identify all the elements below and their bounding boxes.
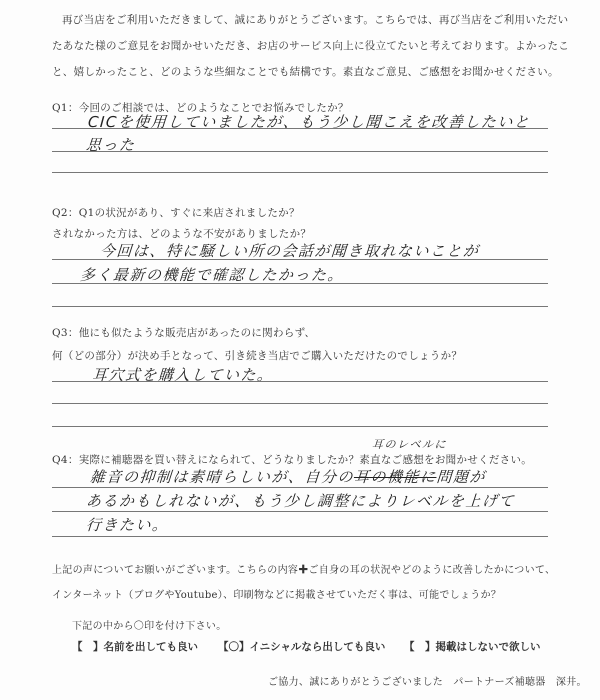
option-name[interactable] [72, 639, 198, 654]
answer-line [52, 151, 548, 152]
q4-answer-insertion: 耳のレベルに [371, 438, 448, 451]
request-line-2: インターネット（ブログやYoutube）、印刷物などに掲載させていただく事は、可能でしょうか？ [52, 590, 502, 601]
choice-instruction: 下記の中から〇印を付け下さい。 [72, 621, 227, 632]
q3-answer-line-1: 耳穴式を購入していた。 [91, 366, 275, 384]
q2-question-line-2: されなかった方は、どのような不安がありましたか？ [52, 228, 312, 240]
q4-answer-struck-text: 耳の機能に [353, 468, 438, 486]
answer-line [52, 381, 548, 382]
answer-line [52, 403, 548, 404]
intro-line-1: 再び当店をご利用いただきまして、誠にありがとうございます。こちらでは、再び当店をご利用いただい [62, 14, 569, 26]
q3-question-line-1: Q3：他にも似たような販売店があったのに関わらず、 [52, 327, 316, 339]
q4-answer-line-3: 行きたい。 [85, 516, 170, 534]
q2-answer-line-1: 今回は、特に騒しい所の会話が聞き取れないことが [99, 242, 481, 260]
option-label: 名前を出しても良い [103, 641, 198, 653]
q4-question: Q4：実際に補聴器を買い替えになられて、どうなりましたか？素直なご感想をお聞かせください。 [52, 454, 533, 466]
closing-note: ご協力、誠にありがとうございました パートナーズ補聴器 深井。 [268, 677, 587, 688]
q4-answer-line-1 [89, 466, 487, 487]
q2-question-line-1: Q2：Q1の状況があり、すぐに来店されましたか？ [52, 207, 300, 219]
option-initials[interactable] [218, 639, 385, 654]
option-label: 掲載はしないで欲しい [435, 641, 541, 653]
answer-line [52, 259, 548, 260]
answer-line [52, 306, 548, 307]
q4-answer-line-1-a: 雑音の抑制は素晴らしいが、自分の [89, 468, 355, 486]
q1-answer-line-2: 思った [85, 136, 137, 154]
q4-answer-line-2: あるかもしれないが、もう少し調整によりレベルを上げて [85, 492, 516, 510]
checkbox-bracket[interactable]: 【 】 [404, 641, 436, 653]
answer-line [52, 487, 548, 488]
q1-question: Q1：今回のご相談では、どのようなことでお悩みでしたか？ [52, 102, 349, 114]
answer-line [52, 511, 548, 512]
option-no-publish[interactable] [404, 639, 541, 654]
q2-answer-line-2: 多く最新の機能で確認したかった。 [79, 266, 345, 284]
checkbox-bracket[interactable]: 【 】 [72, 641, 104, 653]
q3-question-line-2: 何（どの部分）が決め手となって、引き続き当店でご購入いただけたのでしょうか？ [52, 350, 463, 362]
intro-line-3: と、嬉しかったこと、どのような些細なことでも結構です。素直なご意見、ご感想をお聞かせください。 [52, 66, 559, 78]
answer-line [52, 283, 548, 284]
option-label: イニシャルなら出しても良い [249, 641, 386, 653]
q1-answer-line-1: CICを使用していましたが、もう少し聞こえを改善したいと [87, 113, 531, 131]
answer-line [52, 536, 548, 537]
checkbox-bracket-checked[interactable]: 【〇】 [218, 641, 250, 653]
answer-line [52, 128, 548, 129]
request-line-1: 上記の声についてお願いがございます。こちらの内容✚ご自身の耳の状況やどのように改善したかについて、 [52, 565, 556, 576]
answer-line [52, 426, 548, 427]
answer-line [52, 172, 548, 173]
q4-answer-line-1-b: 問題が [435, 468, 487, 486]
intro-line-2: たあなた様のご意見をお聞かせいただき、お店のサービス向上に役立てたいと考えております。よかったこ [52, 40, 570, 52]
